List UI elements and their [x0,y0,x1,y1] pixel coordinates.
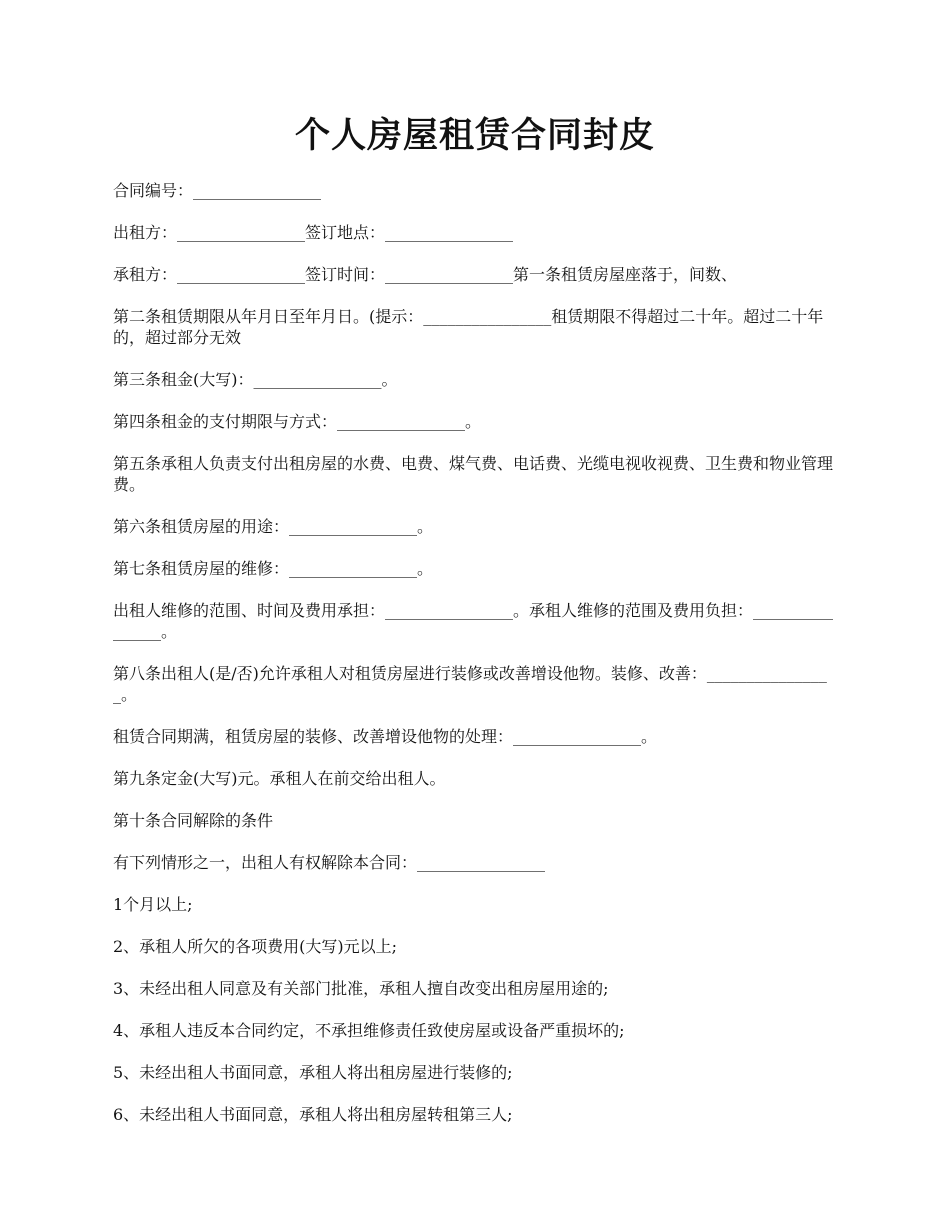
paragraph-article-10: 第十条合同解除的条件 [113,811,274,830]
paragraph-repair-scope: 出租人维修的范围、时间及费用承担：________________。承租人维修的范围及费用负担：________________。 [113,601,834,641]
document-title: 个人房屋租赁合同封皮 [294,115,655,156]
paragraph-article-5: 第五条承租人负责支付出租房屋的水费、电费、煤气费、电话费、光缆电视收视费、卫生费和物业管理费。 [113,454,834,494]
list-item-2: 2、承租人所欠的各项费用(大写)元以上; [113,937,398,956]
paragraph-article-7: 第七条租赁房屋的维修：________________。 [113,559,434,578]
paragraph-article-9: 第九条定金(大写)元。承租人在前交给出租人。 [113,769,446,788]
paragraph-article-8: 第八条出租人(是/否)允许承租人对租赁房屋进行装修或改善增设他物。装修、改善：________________。 [113,664,827,704]
paragraph-lessor: 出租方：________________签订地点：________________ [113,223,514,242]
list-item-3: 3、未经出租人同意及有关部门批准，承租人擅自改变出租房屋用途的; [113,979,609,998]
paragraph-renovation-expiry: 租赁合同期满，租赁房屋的装修、改善增设他物的处理：________________。 [113,727,658,746]
list-item-1: 1个月以上; [113,895,193,914]
paragraph-termination-intro: 有下列情形之一，出租人有权解除本合同：________________ [113,853,546,872]
paragraph-article-2: 第二条租赁期限从年月日至年月日。(提示：________________租赁期限不得超过二十年。超过二十年的，超过部分无效 [113,307,824,347]
paragraph-lessee: 承租方：________________签订时间：________________第一条租赁房屋座落于，间数、 [113,265,738,284]
list-item-4: 4、承租人违反本合同约定，不承担维修责任致使房屋或设备严重损坏的; [113,1021,625,1040]
document-body [113,180,840,1146]
list-item-6: 6、未经出租人书面同意，承租人将出租房屋转租第三人; [113,1105,513,1124]
paragraph-contract-number: 合同编号：________________ [113,181,322,200]
paragraph-article-3: 第三条租金(大写)：________________。 [113,370,398,389]
paragraph-article-6: 第六条租赁房屋的用途：________________。 [113,517,434,536]
paragraph-article-4: 第四条租金的支付期限与方式：________________。 [113,412,482,431]
list-item-5: 5、未经出租人书面同意，承租人将出租房屋进行装修的; [113,1063,513,1082]
